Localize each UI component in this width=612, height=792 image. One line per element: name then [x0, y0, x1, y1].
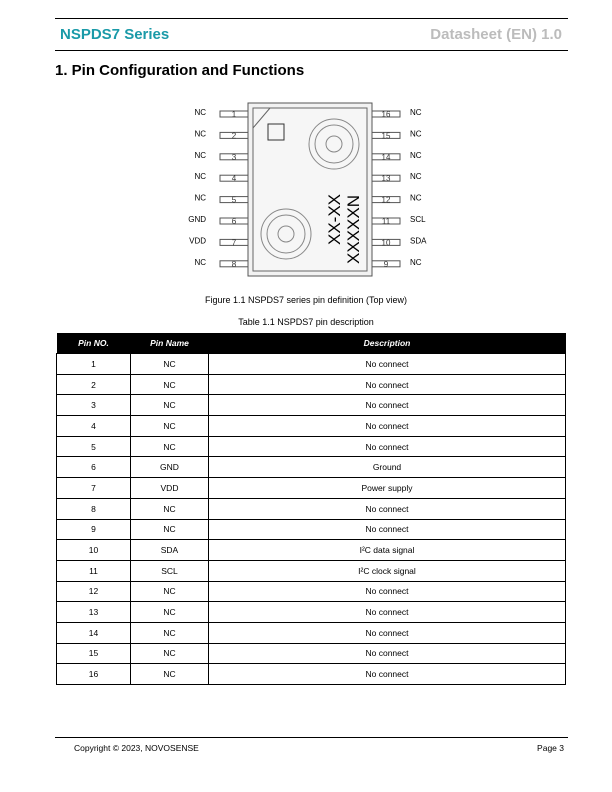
table-row [57, 436, 566, 457]
table-row [57, 498, 566, 519]
description-cell: No connect [209, 602, 566, 623]
description-cell: No connect [209, 664, 566, 685]
pin-number: 7 [231, 238, 237, 248]
pin-label: NC [194, 129, 206, 139]
pin-name-cell: NC [131, 581, 209, 602]
description-cell: No connect [209, 622, 566, 643]
description-cell: No connect [209, 519, 566, 540]
pin-number: 4 [231, 174, 237, 184]
pin-no-cell: 7 [57, 478, 131, 499]
pin-no-cell: 11 [57, 560, 131, 581]
pin-number: 15 [381, 131, 391, 141]
pin-no-cell: 15 [57, 643, 131, 664]
pin-name-cell: NC [131, 498, 209, 519]
description-cell: No connect [209, 374, 566, 395]
pin-no-cell: 4 [57, 416, 131, 437]
pin-number: 9 [383, 259, 389, 269]
pin-name-cell: NC [131, 622, 209, 643]
marking-date: XX-XX [325, 193, 344, 245]
section-title: 1. Pin Configuration and Functions [55, 62, 305, 79]
marking-lot: XXXXXN [344, 195, 363, 264]
pin-no-cell: 16 [57, 664, 131, 685]
pin-description-table [56, 333, 566, 685]
pin-label: NC [194, 108, 206, 117]
page-number: Page 3 [537, 743, 564, 753]
description-cell: No connect [209, 498, 566, 519]
pin-number: 3 [231, 152, 237, 162]
pin-name-cell: SCL [131, 560, 209, 581]
pin-number: 5 [231, 195, 237, 205]
table-row [57, 581, 566, 602]
pin-label: NC [194, 257, 206, 267]
description-cell: No connect [209, 416, 566, 437]
description-cell: Ground [209, 457, 566, 478]
table-row [57, 416, 566, 437]
pin-no-cell: 1 [57, 354, 131, 375]
col-header-description: Description [209, 333, 566, 354]
pin-name-cell: NC [131, 519, 209, 540]
pin-name-cell: NC [131, 436, 209, 457]
pin-no-cell: 14 [57, 622, 131, 643]
copyright: Copyright © 2023, NOVOSENSE [74, 743, 199, 753]
pin-no-cell: 2 [57, 374, 131, 395]
table-row [57, 602, 566, 623]
pin-label: NC [410, 193, 422, 203]
pin-label: NC [410, 172, 422, 182]
pin-number: 6 [231, 217, 237, 226]
pin-label: GND [188, 215, 206, 224]
pin-number: 10 [381, 238, 391, 248]
description-cell: No connect [209, 354, 566, 375]
pin-name-cell: NC [131, 643, 209, 664]
pin-name-cell: VDD [131, 478, 209, 499]
document-title: Datasheet (EN) 1.0 [430, 26, 562, 43]
table-row [57, 457, 566, 478]
pin-label: NC [194, 172, 206, 182]
table-row [57, 395, 566, 416]
table-row [57, 643, 566, 664]
pin-name-cell: GND [131, 457, 209, 478]
table-row [57, 664, 566, 685]
table-row [57, 622, 566, 643]
description-cell: No connect [209, 581, 566, 602]
table-caption: Table 1.1 NSPDS7 pin description [238, 317, 374, 327]
table-row [57, 374, 566, 395]
pin-number: 14 [381, 152, 391, 162]
pin-no-cell: 13 [57, 602, 131, 623]
pin-name-cell: NC [131, 416, 209, 437]
pin-label: NC [410, 150, 422, 160]
table-row [57, 560, 566, 581]
description-cell: No connect [209, 395, 566, 416]
description-cell: No connect [209, 643, 566, 664]
pin-label: VDD [189, 236, 206, 246]
pin-number: 16 [381, 110, 391, 119]
pin-number: 1 [231, 110, 237, 119]
description-cell: No connect [209, 436, 566, 457]
pin-label: NC [410, 108, 422, 117]
pin-label: NC [410, 257, 422, 267]
pin-diagram [0, 0, 612, 300]
pin-label: SDA [410, 236, 427, 246]
table-row [57, 354, 566, 375]
pin-no-cell: 5 [57, 436, 131, 457]
pin-name-cell: NC [131, 354, 209, 375]
pin-no-cell: 10 [57, 540, 131, 561]
series-title: NSPDS7 Series [60, 26, 170, 43]
col-header-pin-name: Pin Name [131, 333, 209, 354]
pin-no-cell: 12 [57, 581, 131, 602]
pin-no-cell: 8 [57, 498, 131, 519]
pin-no-cell: 9 [57, 519, 131, 540]
pin-label: SCL [410, 215, 426, 224]
pin-label: NC [410, 129, 422, 139]
pin-no-cell: 6 [57, 457, 131, 478]
description-cell: I²C clock signal [209, 560, 566, 581]
table-row [57, 519, 566, 540]
pin-name-cell: NC [131, 395, 209, 416]
table-row [57, 540, 566, 561]
pin-number: 2 [231, 131, 237, 141]
pin-no-cell: 3 [57, 395, 131, 416]
pin-number: 8 [231, 259, 237, 269]
pin-label: NC [194, 150, 206, 160]
pin-number: 11 [381, 217, 391, 226]
pin-number: 13 [381, 174, 391, 184]
pin-name-cell: NC [131, 602, 209, 623]
description-cell: Power supply [209, 478, 566, 499]
pin-number: 12 [381, 195, 391, 205]
figure-caption: Figure 1.1 NSPDS7 series pin definition (Top view) [204, 295, 408, 305]
description-cell: I²C data signal [209, 540, 566, 561]
pin-name-cell: NC [131, 374, 209, 395]
pin-name-cell: SDA [131, 540, 209, 561]
table-row [57, 478, 566, 499]
footer-rule [55, 737, 568, 738]
pin-label: NC [194, 193, 206, 203]
col-header-pin-no: Pin NO. [57, 333, 131, 354]
pin-name-cell: NC [131, 664, 209, 685]
